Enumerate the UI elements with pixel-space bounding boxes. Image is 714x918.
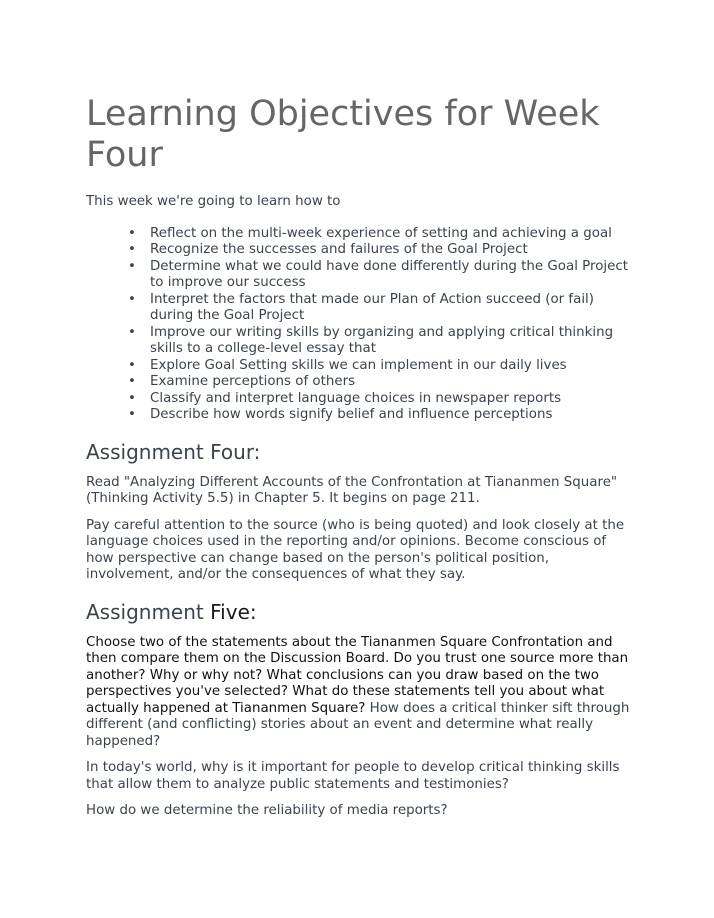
bullet-icon: • [128,225,136,241]
bullet-icon: • [128,258,136,274]
list-item-text: Reflect on the multi-week experience of setting and achieving a goal [150,225,612,241]
bullet-icon: • [128,291,136,307]
list-item [128,374,634,391]
list-item-text: Examine perceptions of others [150,374,356,389]
list-item [128,258,634,292]
assignment-four-heading: Assignment Four: [86,439,261,464]
objectives-list [86,226,634,424]
bullet-icon: • [128,390,136,406]
assignment-five-heading-number: Five: [210,599,257,624]
list-item-text: Classify and interpret language choices in newspaper reports [150,390,562,406]
assignment-five-prompt [86,635,634,751]
document-page [86,94,634,820]
assignment-four-reading: Read "Analyzing Different Accounts of the Confrontation at Tiananmen Square" (Thinking Activity 5.5) in Chapter 5. It begins on page 211. [86,474,618,506]
list-item-text: Improve our writing skills by organizing and applying critical thinking skills to a college-level essay that [150,324,614,356]
list-item [128,357,634,375]
list-item-text: Recognize the successes and failures of the Goal Project [150,242,528,257]
list-item [128,291,634,325]
intro-text: This week we're going to learn how to [86,194,341,209]
assignment-four-instructions: Pay careful attention to the source (who is being quoted) and look closely at the language choices used in the reporting and/or opinions. Become conscious of how perspective can change based on the person's political position, involvement, and/or the consequences of what they say. [86,517,625,582]
assignment-five-prompt-question: How does a critical thinker sift through different (and conflicting) stories about an event and determine what really happened? [86,700,630,749]
page-title: Learning Objectives for Week Four [86,94,600,175]
list-item-text: Describe how words signify belief and influence perceptions [150,407,553,422]
assignment-five-heading-word: Assignment [86,599,211,624]
list-item [128,324,634,358]
list-item-text: Interpret the factors that made our Plan of Action succeed (or fail) during the Goal Project [150,291,595,323]
bullet-icon: • [128,374,136,389]
list-item [128,225,634,243]
bullet-icon: • [128,407,136,422]
list-item [128,390,634,408]
assignment-five-question-reliability: How do we determine the reliability of media reports? [86,803,448,818]
assignment-five-heading [86,600,634,624]
assignment-five-question-critical-thinking: In today's world, why is it important for people to develop critical thinking skills that allow them to analyze public statements and testimonies? [86,760,620,792]
list-item-text: Determine what we could have done differently during the Goal Project to improve our success [150,258,628,290]
bullet-icon: • [128,324,136,340]
assignment-five-prompt-main: Choose two of the statements about the Tiananmen Square Confrontation and then compare them on the Discussion Board. Do you trust one source more than another? Why or why not? What conclusions can you draw based on the two perspectives you've selected? What do these statements tell you about what actually happened at Tiananmen Square? [86,634,629,716]
bullet-icon: • [128,242,136,257]
list-item [128,242,634,259]
bullet-icon: • [128,357,136,373]
list-item-text: Explore Goal Setting skills we can implement in our daily lives [150,357,567,373]
list-item [128,407,634,424]
